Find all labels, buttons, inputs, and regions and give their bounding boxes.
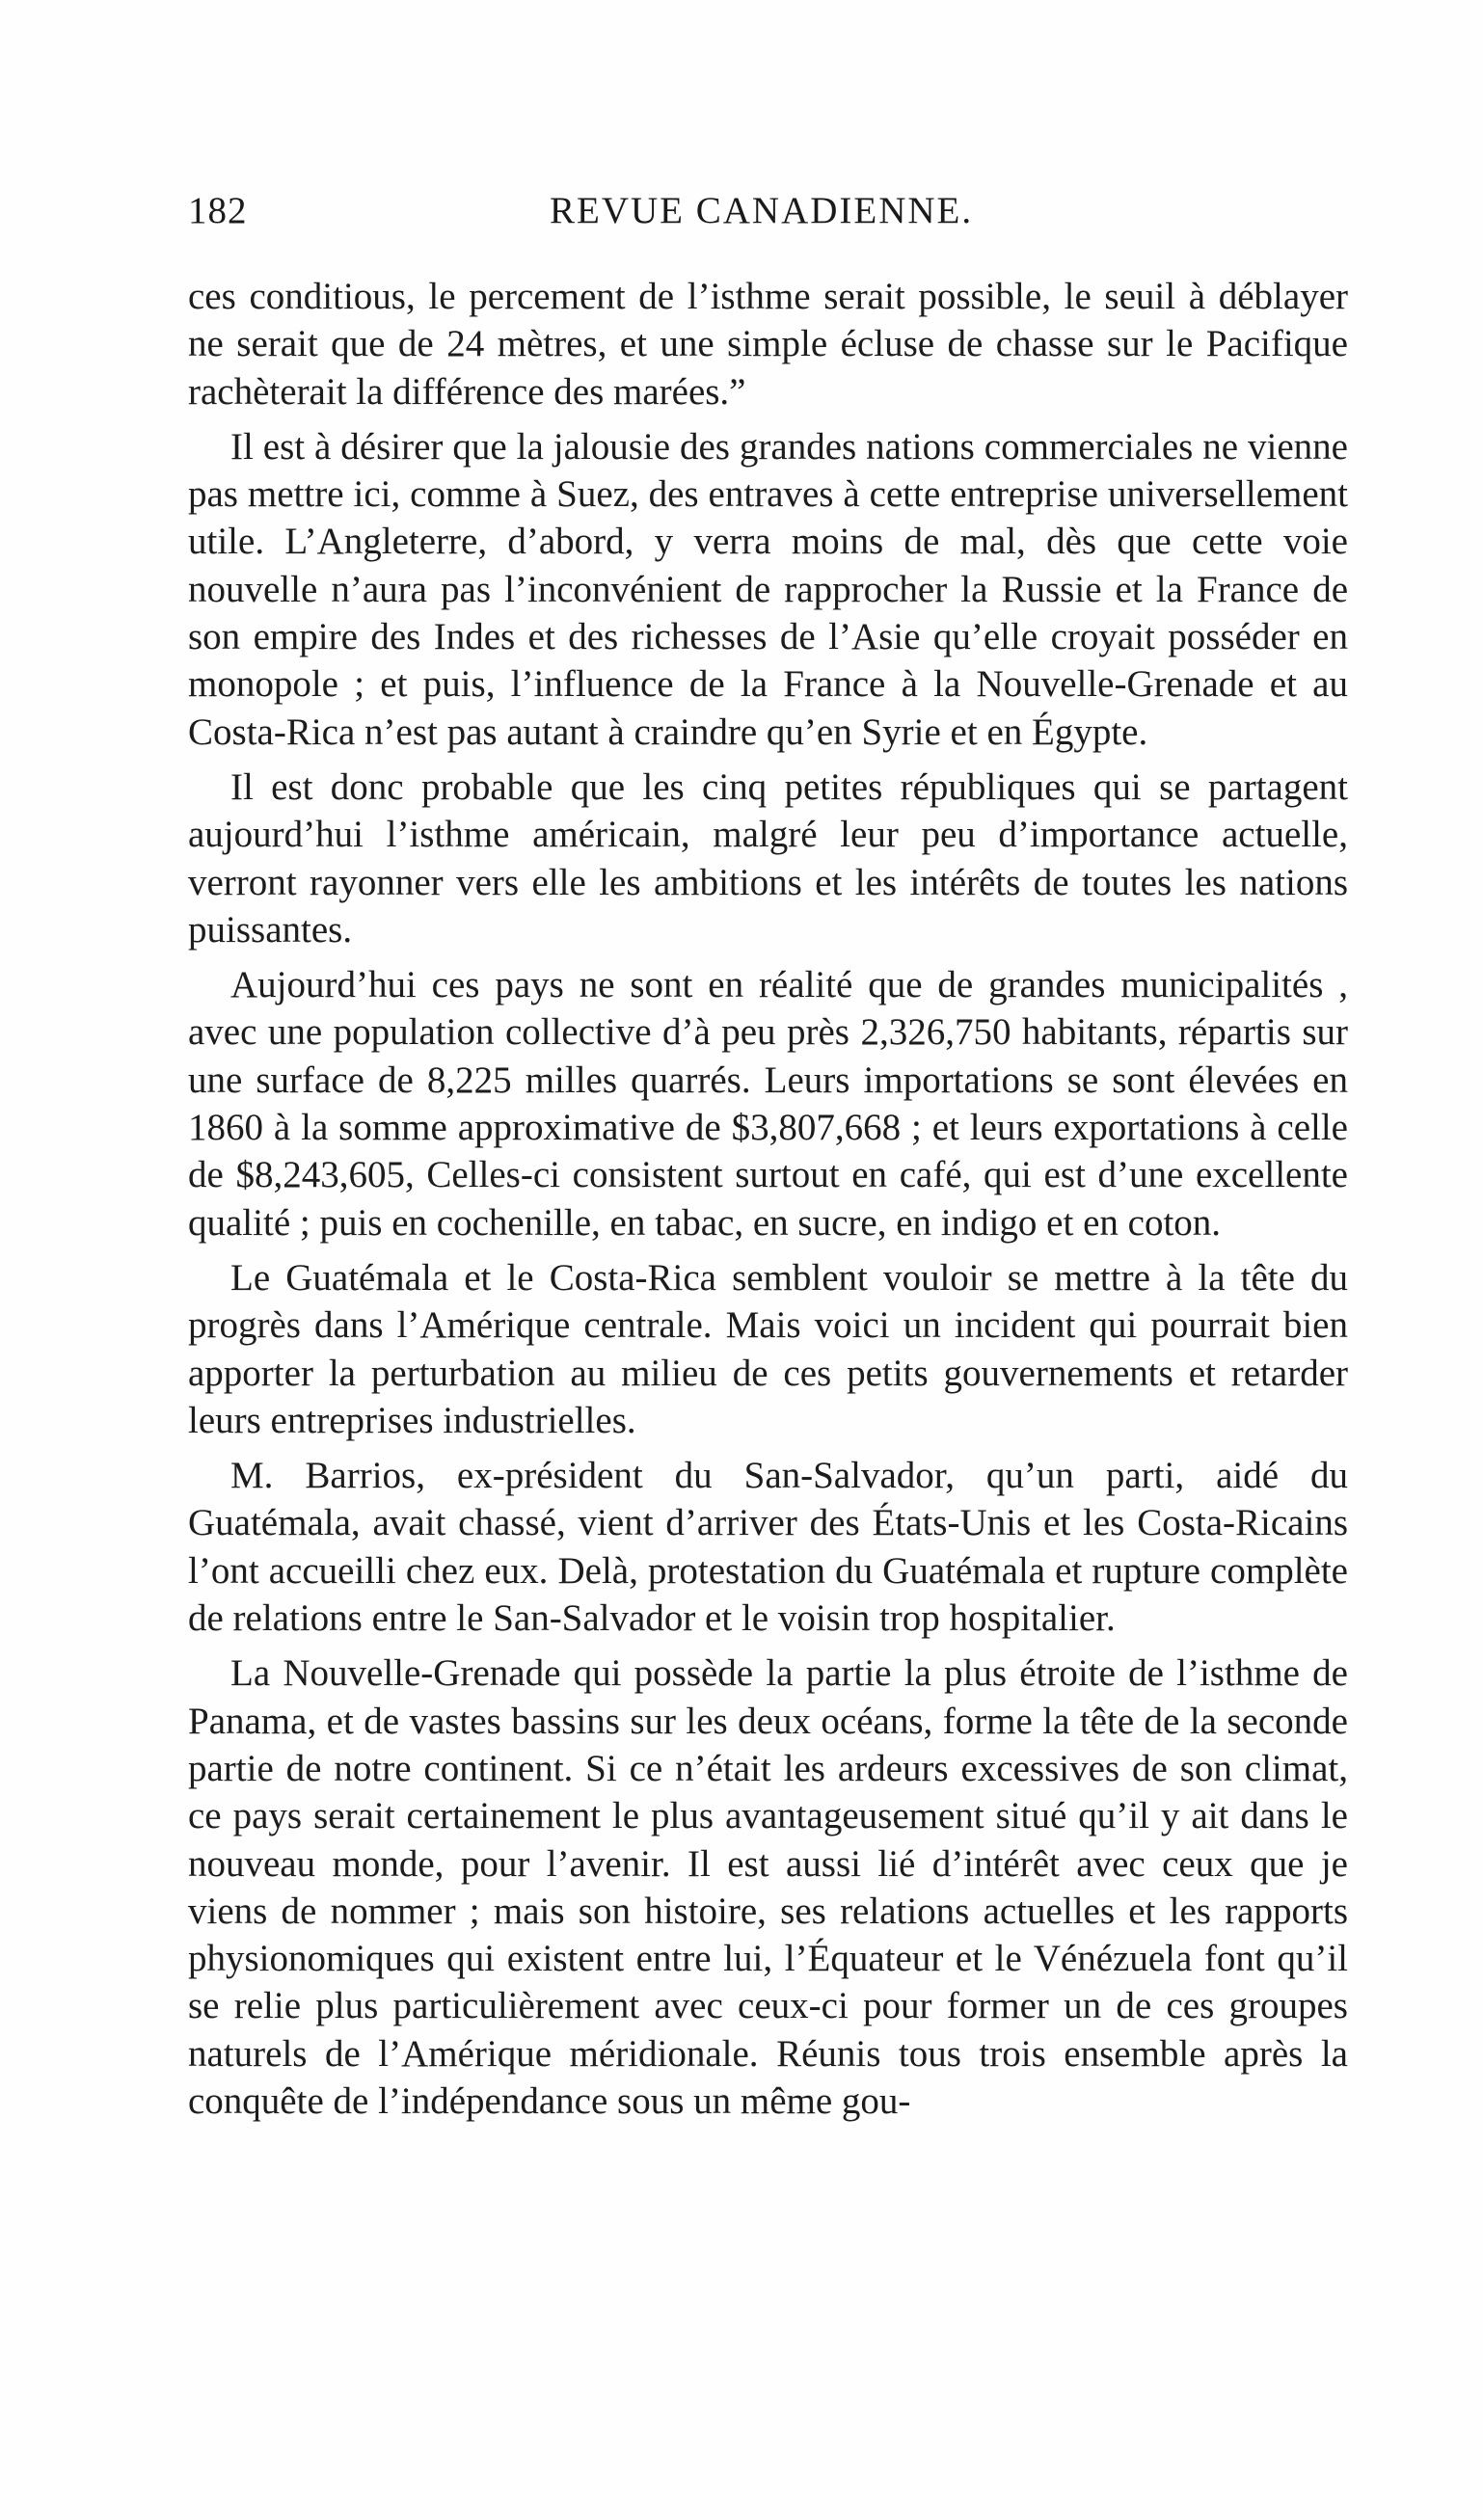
paragraph-2: Il est à désirer que la jalousie des grandes nations commerciales ne vienne pas mettre ici, comme à Suez, des entraves à cette entreprise universellement utile. L’Angleterre, d’abord, y verra moins de mal, dès que cette voie nouvelle n’aura pas l’inconvénient de rapprocher la Russie et la France de son empire des Indes et des richesses de l’Asie qu’elle croyait posséder en monopole ; et puis, l’influence de la France à la Nouvelle-Grenade et au Costa-Rica n’est pas autant à craindre qu’en Syrie et en Égypte. xyxy=(188,425,1348,753)
running-title: REVUE CANADIENNE. xyxy=(550,190,974,231)
paragraph-5: Le Guatémala et le Costa-Rica semblent vouloir se mettre à la tête du progrès dans l’Amérique centrale. Mais voici un incident qui pourrait bien apporter la perturbation au milieu de ces petits gouvernements et retarder leurs entreprises industrielles. xyxy=(188,1256,1348,1441)
body-text xyxy=(188,273,1348,2132)
page-header xyxy=(188,189,1348,247)
paragraph-7: La Nouvelle-Grenade qui possède la partie la plus étroite de l’isthme de Panama, et de vastes bassins sur les deux océans, forme la tête de la seconde partie de notre continent. Si ce n’était les ardeurs excessives de son climat, ce pays serait certainement le plus avantageusement situé qu’il y ait dans le nouveau monde, pour l’avenir. Il est aussi lié d’intérêt avec ceux que je viens de nommer ; mais son histoire, ses relations actuelles et les rapports physionomiques qui existent entre lui, l’Équateur et le Vénézuela font qu’il se relie plus particulièrement avec ceux-ci pour former un de ces groupes naturels de l’Amérique méridionale. Réunis tous trois ensemble après la conquête de l’indépendance sous un même gou- xyxy=(188,1652,1348,2122)
paragraph-4: Aujourd’hui ces pays ne sont en réalité que de grandes municipalités , avec une population collective d’à peu près 2,326,750 habitants, répartis sur une surface de 8,225 milles quarrés. Leurs importations se sont élevées en 1860 à la somme approximative de $3,807,668 ; et leurs exportations à celle de $8,243,605, Celles-ci consistent surtout en café, qui est d’une excellente qualité ; puis en cochenille, en tabac, en sucre, en indigo et en coton. xyxy=(188,964,1348,1244)
paragraph-1: ces conditious, le percement de l’isthme serait possible, le seuil à déblayer ne serait que de 24 mètres, et une simple écluse de chasse sur le Pacifique rachèterait la différence des marées.” xyxy=(188,276,1348,413)
paragraph-6: M. Barrios, ex-président du San-Salvador, qu’un parti, aidé du Guatémala, avait chassé, vient d’arriver des États-Unis et les Costa-Ricains l’ont accueilli chez eux. Delà, protestation du Guatémala et rupture complète de relations entre le San-Salvador et le voisin trop hospitalier. xyxy=(188,1455,1348,1640)
page-number: 182 xyxy=(188,190,248,231)
paragraph-3: Il est donc probable que les cinq petites républiques qui se partagent aujourd’hui l’isthme américain, malgré leur peu d’importance actuelle, verront rayonner vers elle les ambitions et les intérêts de toutes les nations puissantes. xyxy=(188,765,1348,951)
